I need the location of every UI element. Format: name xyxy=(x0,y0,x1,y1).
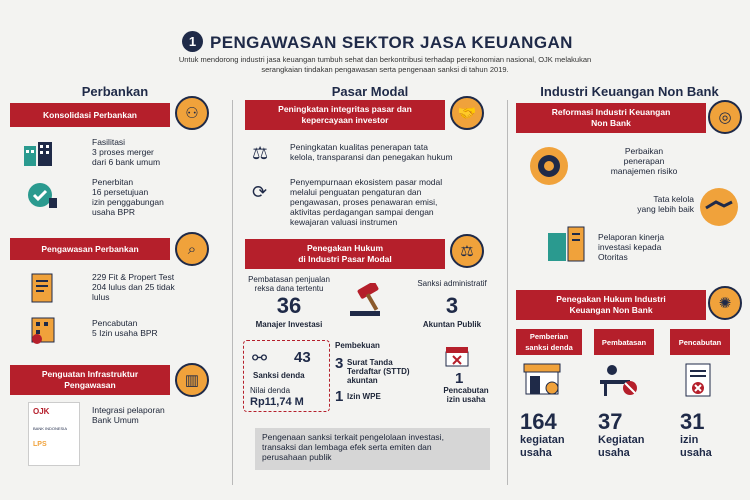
konsolidasi-bar xyxy=(10,103,170,127)
brain-icon: ✺ xyxy=(708,286,742,320)
risk-target-icon xyxy=(528,145,570,192)
sanksi-denda-label: Sanksi denda xyxy=(253,371,305,380)
handcuff-icon: ⚯ xyxy=(252,348,268,368)
pencabutan-pm-label: Pencabutan izin usaha xyxy=(443,386,489,404)
penegakan-iknb-label: Penegakan Hukum Industri Keuangan Non Bank xyxy=(556,294,666,315)
pembatasan-unit: Manajer Investasi xyxy=(255,320,323,329)
pembekuan-label: Pembekuan xyxy=(335,341,380,350)
pengawasan-bar xyxy=(10,238,170,260)
stt-label: Surat Tanda Terdaftar (STTD) akuntan xyxy=(347,358,410,385)
wpe-label: Izin WPE xyxy=(347,392,381,401)
infrastruktur-label: Penguatan Infrastruktur Pengawasan xyxy=(41,369,139,390)
sanksi-admin-label: Sanksi administratif xyxy=(417,279,487,288)
sanksi-denda-value: 43 xyxy=(294,349,311,366)
pencabutan-pm-value: 1 xyxy=(455,370,464,387)
iknb-col3-label: Pencabutan xyxy=(678,337,722,347)
approval-icon xyxy=(25,180,59,215)
growth-cycle-icon: ⟳ xyxy=(252,182,268,202)
regulator-logos xyxy=(28,402,80,466)
sanksi-admin-value: 3 xyxy=(445,293,459,318)
konsolidasi-item2: Penerbitan 16 persetujuan izin penggabungan usaha BPR xyxy=(92,177,164,217)
iknb-col3-unit: izin usaha xyxy=(680,434,712,459)
pm-note: Pengenaan sanksi terkait pengelolaan investasi, transaksi dan lembaga efek serta emiten dan perusahaan publik xyxy=(262,432,444,462)
document-revoke-icon xyxy=(682,362,714,405)
nilai-denda-label: Nilai denda xyxy=(250,386,291,395)
iknb-col2-bar xyxy=(594,329,654,355)
iknb-col2-value: 37 xyxy=(598,409,623,434)
magnifier-icon: ⌕ xyxy=(175,232,209,266)
pengawasan-item1: 229 Fit & Propert Test 204 lulus dan 25 tidak lulus xyxy=(92,272,175,302)
reformasi-item3: Pelaporan kinerja investasi kepada Otoritas xyxy=(598,232,665,262)
iknb-col3-bar xyxy=(670,329,730,355)
integritas-item2: Penyempurnaan ekosistem pasar modal melalui penguatan pengaturan dan pengawasan, proses penawaran emisi, aktivitas perdagangan sampai dengan kewajaran valuasi instrumen xyxy=(290,177,443,227)
bi-logo: BANK INDONESIA xyxy=(33,426,68,431)
divider-right xyxy=(507,100,508,485)
penegakan-pm-label: Penegakan Hukum di Industri Pasar Modal xyxy=(298,243,392,264)
infrastruktur-bar xyxy=(10,365,170,395)
penegakan-iknb-bar xyxy=(516,290,706,320)
justice-scale-icon: ⚖ xyxy=(450,234,484,268)
building-cancel-icon xyxy=(28,314,62,349)
perbankan-title: Perbankan xyxy=(81,84,149,99)
iknb-col1-unit: kegiatan usaha xyxy=(520,434,565,459)
pillars-icon: ▥ xyxy=(175,363,209,397)
reformasi-item1: Perbaikan penerapan manajemen risiko xyxy=(610,146,678,176)
konsolidasi-label: Konsolidasi Perbankan xyxy=(43,109,137,120)
iknb-col1-bar xyxy=(516,329,582,355)
gavel-icon xyxy=(348,283,396,322)
nilai-denda-value: Rp11,74 M xyxy=(250,396,304,408)
iknb-title: Industri Keuangan Non Bank xyxy=(540,84,719,99)
reformasi-item2: Tata kelola yang lebih baik xyxy=(637,194,694,214)
globe-icon: ◎ xyxy=(708,100,742,134)
buildings-icon xyxy=(22,140,58,173)
reformasi-label: Reformasi Industri Keuangan Non Bank xyxy=(551,107,671,128)
iknb-col2-label: Pembatasan xyxy=(601,337,647,347)
integritas-bar xyxy=(245,100,445,130)
pengawasan-label: Pengawasan Perbankan xyxy=(41,243,139,254)
pasar-modal-title: Pasar Modal xyxy=(331,84,409,99)
page-title: PENGAWASAN SEKTOR JASA KEUANGAN xyxy=(210,33,573,52)
integritas-label: Peningkatan integritas pasar dan kepercayaan investor xyxy=(278,104,412,125)
wpe-value: 1 xyxy=(335,388,344,405)
ojk-logo: OJK xyxy=(33,407,50,416)
infrastruktur-item1: Integrasi pelaporan Bank Umum xyxy=(92,405,165,425)
divider-left xyxy=(232,100,233,485)
iknb-col3-value: 31 xyxy=(680,409,705,434)
shop-closed-icon xyxy=(444,344,470,373)
pengawasan-item2: Pencabutan 5 Izin usaha BPR xyxy=(92,318,158,338)
integritas-item1: Peningkatan kualitas penerapan tata kelola, transparansi dan penegakan hukum xyxy=(290,142,453,162)
stt-value: 3 xyxy=(335,355,344,372)
people-network-icon: ⚇ xyxy=(175,96,209,130)
iknb-col1-value: 164 xyxy=(520,409,557,434)
handshake-globe-icon xyxy=(698,186,740,233)
sanksi-admin-unit: Akuntan Publik xyxy=(422,320,482,329)
konsolidasi-item1: Fasilitasi 3 proses merger dari 6 bank umum xyxy=(92,137,161,167)
reformasi-bar xyxy=(516,103,706,133)
store-fine-icon xyxy=(522,362,562,403)
handshake-icon: 🤝 xyxy=(450,96,484,130)
scale-icon: ⚖ xyxy=(252,143,269,163)
section-number: 1 xyxy=(182,31,203,52)
pembatasan-label: Pembatasan penjualan reksa dana tertentu xyxy=(248,275,330,293)
penegakan-pm-bar xyxy=(245,239,445,269)
lps-logo: LPS xyxy=(33,441,47,448)
pembatasan-value: 36 xyxy=(276,293,302,318)
page-subtitle: Untuk mendorong industri jasa keuangan tumbuh sehat dan berkontribusi terhadap perekonomian nasional, OJK melakukan serangkaian tindakan pengawasan serta pengenaan sanksi di tahun 2019. xyxy=(178,55,592,74)
report-building-icon xyxy=(546,225,588,268)
iknb-col1-label: Pemberian sanksi denda xyxy=(525,332,573,352)
desk-block-icon xyxy=(598,362,638,403)
document-check-icon xyxy=(30,272,54,309)
iknb-col2-unit: Kegiatan usaha xyxy=(598,434,645,459)
